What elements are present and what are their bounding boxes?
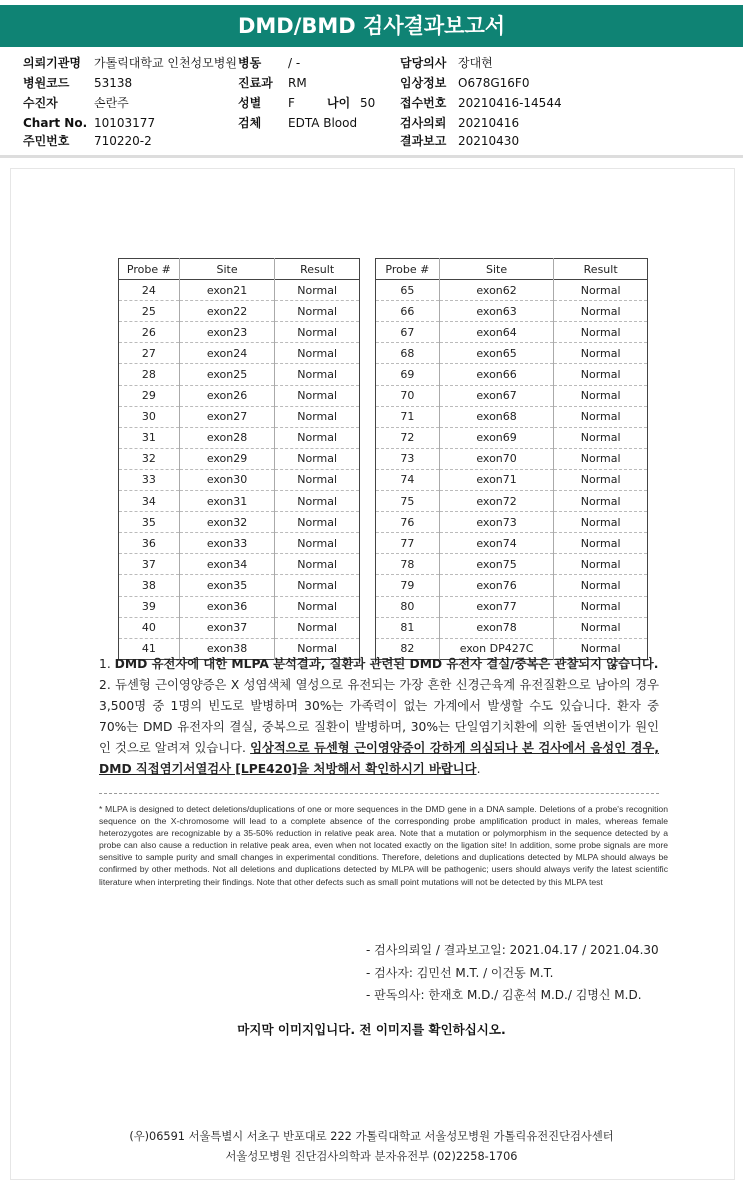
cell-result: Normal xyxy=(275,638,360,659)
field-value: 710220-2 xyxy=(94,134,152,148)
cell-site: exon68 xyxy=(439,406,554,427)
cell-result: Normal xyxy=(275,575,360,596)
cell-result: Normal xyxy=(275,385,360,406)
header-field-clinical-info xyxy=(400,75,529,92)
cell-site: exon26 xyxy=(179,385,275,406)
table-row xyxy=(119,575,360,596)
cell-probe-number: 66 xyxy=(400,304,415,318)
cell-probe-number: 32 xyxy=(141,452,156,466)
cell-result: Normal xyxy=(275,364,360,385)
table-row xyxy=(119,343,360,364)
field-value: 장대현 xyxy=(458,56,493,70)
cell-probe-number: 72 xyxy=(400,431,415,445)
note-2-period: . xyxy=(476,762,481,776)
cell-site: exon29 xyxy=(179,448,275,469)
cell-site: exon32 xyxy=(179,512,275,533)
header-field-institution xyxy=(23,55,237,72)
field-value: F xyxy=(288,96,295,110)
cell-site: exon74 xyxy=(439,533,554,554)
cell-site: exon33 xyxy=(179,533,275,554)
table-row xyxy=(119,364,360,385)
cell-site: exon35 xyxy=(179,575,275,596)
cell-result: Normal xyxy=(554,617,648,638)
note-2 xyxy=(99,675,659,780)
cell-probe-number: 68 xyxy=(400,346,415,360)
cell-site: exon65 xyxy=(439,343,554,364)
footer-contact: 서울성모병원 진단검사의학과 분자유전부 (02)2258-1706 xyxy=(225,1150,518,1163)
cell-result: Normal xyxy=(275,427,360,448)
field-value: 가톨릭대학교 인천성모병원 xyxy=(94,56,237,70)
cell-result: Normal xyxy=(554,448,648,469)
table-row xyxy=(376,448,648,469)
divider-dashed xyxy=(99,793,659,794)
cell-result: Normal xyxy=(275,343,360,364)
table-row xyxy=(376,406,648,427)
cell-site: exon24 xyxy=(179,343,275,364)
field-label: 임상정보 xyxy=(400,76,447,90)
cell-site: exon71 xyxy=(439,469,554,490)
table-row xyxy=(119,427,360,448)
footer-address: (우)06591 서울특별시 서초구 반포대로 222 가톨릭대학교 서울성모병원 가톨릭유전진단검사센터 xyxy=(129,1130,614,1143)
table-row xyxy=(376,280,648,301)
report-title: DMD/BMD 검사결과보고서 xyxy=(0,5,743,47)
cell-probe-number: 40 xyxy=(141,621,156,635)
cell-site: exon31 xyxy=(179,491,275,512)
cell-probe-number: 82 xyxy=(400,642,415,656)
cell-result: Normal xyxy=(554,385,648,406)
cell-result: Normal xyxy=(554,596,648,617)
cell-result: Normal xyxy=(275,469,360,490)
cell-result: Normal xyxy=(554,638,648,659)
table-row xyxy=(119,469,360,490)
cell-result: Normal xyxy=(554,427,648,448)
cell-probe-number: 38 xyxy=(141,578,156,592)
table-row xyxy=(376,343,648,364)
field-value: 손란주 xyxy=(94,96,129,110)
header-divider xyxy=(0,155,743,158)
table-row xyxy=(376,491,648,512)
cell-site: exon34 xyxy=(179,554,275,575)
header-probe: Probe # xyxy=(385,262,430,276)
last-page-notice: 마지막 이미지입니다. 전 이미지를 확인하십시오. xyxy=(237,1022,506,1037)
header-field-ward xyxy=(238,55,300,72)
mlpa-disclaimer: * MLPA is designed to detect deletions/duplications of one or more sequences in the DMD gene in a DNA sample. Deletions of a probe's recognition sequence on the X-chromosome will lead to a complete absence of the corresponding probe amplification product in males, whereas female heterozygotes are recognizable by a 35-50% reduction in relative peak area. Note that a mutation or polymorphism in the sequence detected by a probe can also cause a reduction in relative peak area, even when not located exactly on the ligation site! In addition, some probe signals are more sensitive to sample purity and small changes in experimental conditions. Therefore, deletions and duplications detected by MLPA should always be confirmed by other methods. Not all deletions and duplications detected by MLPA will be pathogenic; users should always verify the latest scientific literature when interpreting their findings. Note that other defects such as small point mutations will not be detected by this MLPA test xyxy=(99,804,668,887)
cell-probe-number: 71 xyxy=(400,410,415,424)
cell-site: exon30 xyxy=(179,469,275,490)
field-value: 50 xyxy=(360,96,376,110)
cell-site: exon21 xyxy=(179,280,275,301)
note-1-number: 1. xyxy=(99,657,115,671)
field-value: 53138 xyxy=(94,76,133,90)
cell-result: Normal xyxy=(275,406,360,427)
cell-result: Normal xyxy=(275,448,360,469)
header-probe: Probe # xyxy=(126,262,171,276)
cell-result: Normal xyxy=(554,280,648,301)
field-label: 결과보고 xyxy=(400,134,447,148)
cell-probe-number: 74 xyxy=(400,473,415,487)
cell-probe-number: 70 xyxy=(400,389,415,403)
cell-site: exon36 xyxy=(179,596,275,617)
cell-probe-number: 31 xyxy=(141,431,156,445)
cell-probe-number: 29 xyxy=(141,389,156,403)
cell-site: exon62 xyxy=(439,280,554,301)
probe-table-left xyxy=(118,258,360,660)
header-site: Site xyxy=(439,259,554,280)
table-row xyxy=(376,533,648,554)
table-row xyxy=(119,617,360,638)
cell-result: Normal xyxy=(275,533,360,554)
table-row xyxy=(376,575,648,596)
header-field-chart-no xyxy=(23,115,155,132)
table-row xyxy=(119,280,360,301)
cell-result: Normal xyxy=(275,301,360,322)
table-row xyxy=(119,512,360,533)
note-1 xyxy=(99,654,659,675)
header-field-sex xyxy=(238,95,295,112)
cell-site: exon70 xyxy=(439,448,554,469)
table-row xyxy=(376,301,648,322)
field-label: 검사의뢰 xyxy=(400,116,447,130)
cell-probe-number: 28 xyxy=(141,368,156,382)
field-label: 병동 xyxy=(238,56,262,70)
cell-probe-number: 65 xyxy=(400,283,415,297)
cell-probe-number: 77 xyxy=(400,536,415,550)
cell-site: exon69 xyxy=(439,427,554,448)
note-2-emphasis: 임상적으로 듀센형 근이영양증이 강하게 의심되나 본 검사에서 음성인 경우, DMD 직접염기서열검사 [LPE420]을 처방해서 확인하시기 바랍니다 xyxy=(99,741,659,776)
field-label: 나이 xyxy=(327,96,351,110)
header-field-request-date xyxy=(400,115,519,132)
cell-probe-number: 78 xyxy=(400,557,415,571)
cell-result: Normal xyxy=(275,491,360,512)
table-row xyxy=(119,491,360,512)
field-label: 진료과 xyxy=(238,76,273,90)
table-row xyxy=(119,406,360,427)
header-result: Result xyxy=(554,259,648,280)
probe-table-right xyxy=(375,258,648,660)
table-row xyxy=(376,554,648,575)
table-row xyxy=(119,301,360,322)
header-field-department xyxy=(238,75,307,92)
cell-site: exon DP427C xyxy=(439,638,554,659)
field-value: 20210416-14544 xyxy=(458,96,562,110)
cell-site: exon66 xyxy=(439,364,554,385)
cell-probe-number: 80 xyxy=(400,600,415,614)
cell-result: Normal xyxy=(554,301,648,322)
header-field-age xyxy=(327,95,375,112)
cell-site: exon76 xyxy=(439,575,554,596)
cell-result: Normal xyxy=(554,533,648,554)
field-value: / - xyxy=(288,56,301,70)
cell-site: exon77 xyxy=(439,596,554,617)
header-field-hospital-code xyxy=(23,75,132,92)
cell-result: Normal xyxy=(275,280,360,301)
cell-site: exon64 xyxy=(439,322,554,343)
cell-result: Normal xyxy=(554,343,648,364)
cell-probe-number: 26 xyxy=(141,325,156,339)
field-label: 주민번호 xyxy=(23,134,70,148)
table-row xyxy=(119,554,360,575)
cell-probe-number: 79 xyxy=(400,578,415,592)
table-row xyxy=(376,364,648,385)
table-row xyxy=(119,385,360,406)
result-notes xyxy=(99,654,659,780)
cell-site: exon73 xyxy=(439,512,554,533)
cell-probe-number: 34 xyxy=(141,494,156,508)
cell-site: exon38 xyxy=(179,638,275,659)
header-field-accession-no xyxy=(400,95,562,112)
header-field-patient xyxy=(23,95,129,112)
table-row xyxy=(119,322,360,343)
table-row xyxy=(376,596,648,617)
header-result: Result xyxy=(275,259,360,280)
field-label: Chart No. xyxy=(23,116,88,130)
field-value: 10103177 xyxy=(94,116,156,130)
cell-probe-number: 76 xyxy=(400,515,415,529)
cell-site: exon25 xyxy=(179,364,275,385)
cell-result: Normal xyxy=(275,617,360,638)
table-header-row xyxy=(376,259,648,280)
cell-probe-number: 41 xyxy=(141,642,156,656)
field-label: 검체 xyxy=(238,116,262,130)
note-1-text: DMD 유전자에 대한 MLPA 분석결과, 질환과 관련된 DMD 유전자 결실/중복은 관찰되지 않습니다. xyxy=(114,657,659,671)
cell-result: Normal xyxy=(554,554,648,575)
cell-site: exon75 xyxy=(439,554,554,575)
cell-site: exon67 xyxy=(439,385,554,406)
field-value: 20210416 xyxy=(458,116,520,130)
cell-result: Normal xyxy=(275,554,360,575)
cell-result: Normal xyxy=(554,469,648,490)
table-row xyxy=(119,533,360,554)
cell-result: Normal xyxy=(554,575,648,596)
header-field-resident-no xyxy=(23,133,152,150)
cell-probe-number: 81 xyxy=(400,621,415,635)
field-label: 성별 xyxy=(238,96,262,110)
cell-site: exon37 xyxy=(179,617,275,638)
cell-probe-number: 75 xyxy=(400,494,415,508)
cell-probe-number: 39 xyxy=(141,600,156,614)
cell-probe-number: 73 xyxy=(400,452,415,466)
cell-site: exon22 xyxy=(179,301,275,322)
table-row xyxy=(376,427,648,448)
cell-probe-number: 37 xyxy=(141,557,156,571)
cell-result: Normal xyxy=(275,512,360,533)
cell-result: Normal xyxy=(554,512,648,533)
field-label: 담당의사 xyxy=(400,56,447,70)
field-label: 수진자 xyxy=(23,96,58,110)
cell-probe-number: 35 xyxy=(141,515,156,529)
table-row xyxy=(376,322,648,343)
cell-result: Normal xyxy=(554,491,648,512)
header-field-report-date xyxy=(400,133,519,150)
cell-result: Normal xyxy=(275,596,360,617)
header-field-physician xyxy=(400,55,493,72)
cell-probe-number: 24 xyxy=(141,283,156,297)
field-value: EDTA Blood xyxy=(288,116,358,130)
note-2-text: 2. 듀센형 근이영양증은 X 성염색체 열성으로 유전되는 가장 흔한 신경근육계 유전질환으로 남아의 경우 3,500명 중 1명의 빈도로 발병하며 30%는 가족력이 없는 가계에서 발생할 수도 있습니다. 환자 중 70%는 DMD 유전자의 결실, 중복으로 질환이 발병하며, 30%는 단일염기치환에 의한 돌연변이가 원인인 것으로 알려져 있습니다. xyxy=(99,678,659,755)
field-label: 의뢰기관명 xyxy=(23,56,81,70)
cell-result: Normal xyxy=(554,322,648,343)
field-label: 접수번호 xyxy=(400,96,447,110)
table-row xyxy=(119,448,360,469)
table-row xyxy=(376,385,648,406)
signature-technicians: - 검사자: 김민선 M.T. / 이건동 M.T. xyxy=(366,966,554,980)
field-label: 병원코드 xyxy=(23,76,70,90)
field-value: 20210430 xyxy=(458,134,520,148)
table-header-row xyxy=(119,259,360,280)
field-value: RM xyxy=(288,76,307,90)
cell-result: Normal xyxy=(554,364,648,385)
table-row xyxy=(376,617,648,638)
cell-result: Normal xyxy=(275,322,360,343)
cell-site: exon78 xyxy=(439,617,554,638)
cell-probe-number: 25 xyxy=(141,304,156,318)
cell-site: exon28 xyxy=(179,427,275,448)
cell-probe-number: 30 xyxy=(141,410,156,424)
table-row xyxy=(119,596,360,617)
cell-site: exon63 xyxy=(439,301,554,322)
field-value: O678G16F0 xyxy=(458,76,530,90)
cell-probe-number: 69 xyxy=(400,368,415,382)
table-row xyxy=(376,512,648,533)
cell-site: exon23 xyxy=(179,322,275,343)
signature-dates: - 검사의뢰일 / 결과보고일: 2021.04.17 / 2021.04.30 xyxy=(366,943,659,957)
cell-probe-number: 36 xyxy=(141,536,156,550)
cell-probe-number: 27 xyxy=(141,346,156,360)
cell-probe-number: 33 xyxy=(141,473,156,487)
header-field-specimen xyxy=(238,115,357,132)
cell-result: Normal xyxy=(554,406,648,427)
signature-physicians: - 판독의사: 한재호 M.D./ 김훈석 M.D./ 김명신 M.D. xyxy=(366,988,642,1002)
table-row xyxy=(376,469,648,490)
header-site: Site xyxy=(179,259,275,280)
cell-site: exon72 xyxy=(439,491,554,512)
cell-site: exon27 xyxy=(179,406,275,427)
cell-probe-number: 67 xyxy=(400,325,415,339)
